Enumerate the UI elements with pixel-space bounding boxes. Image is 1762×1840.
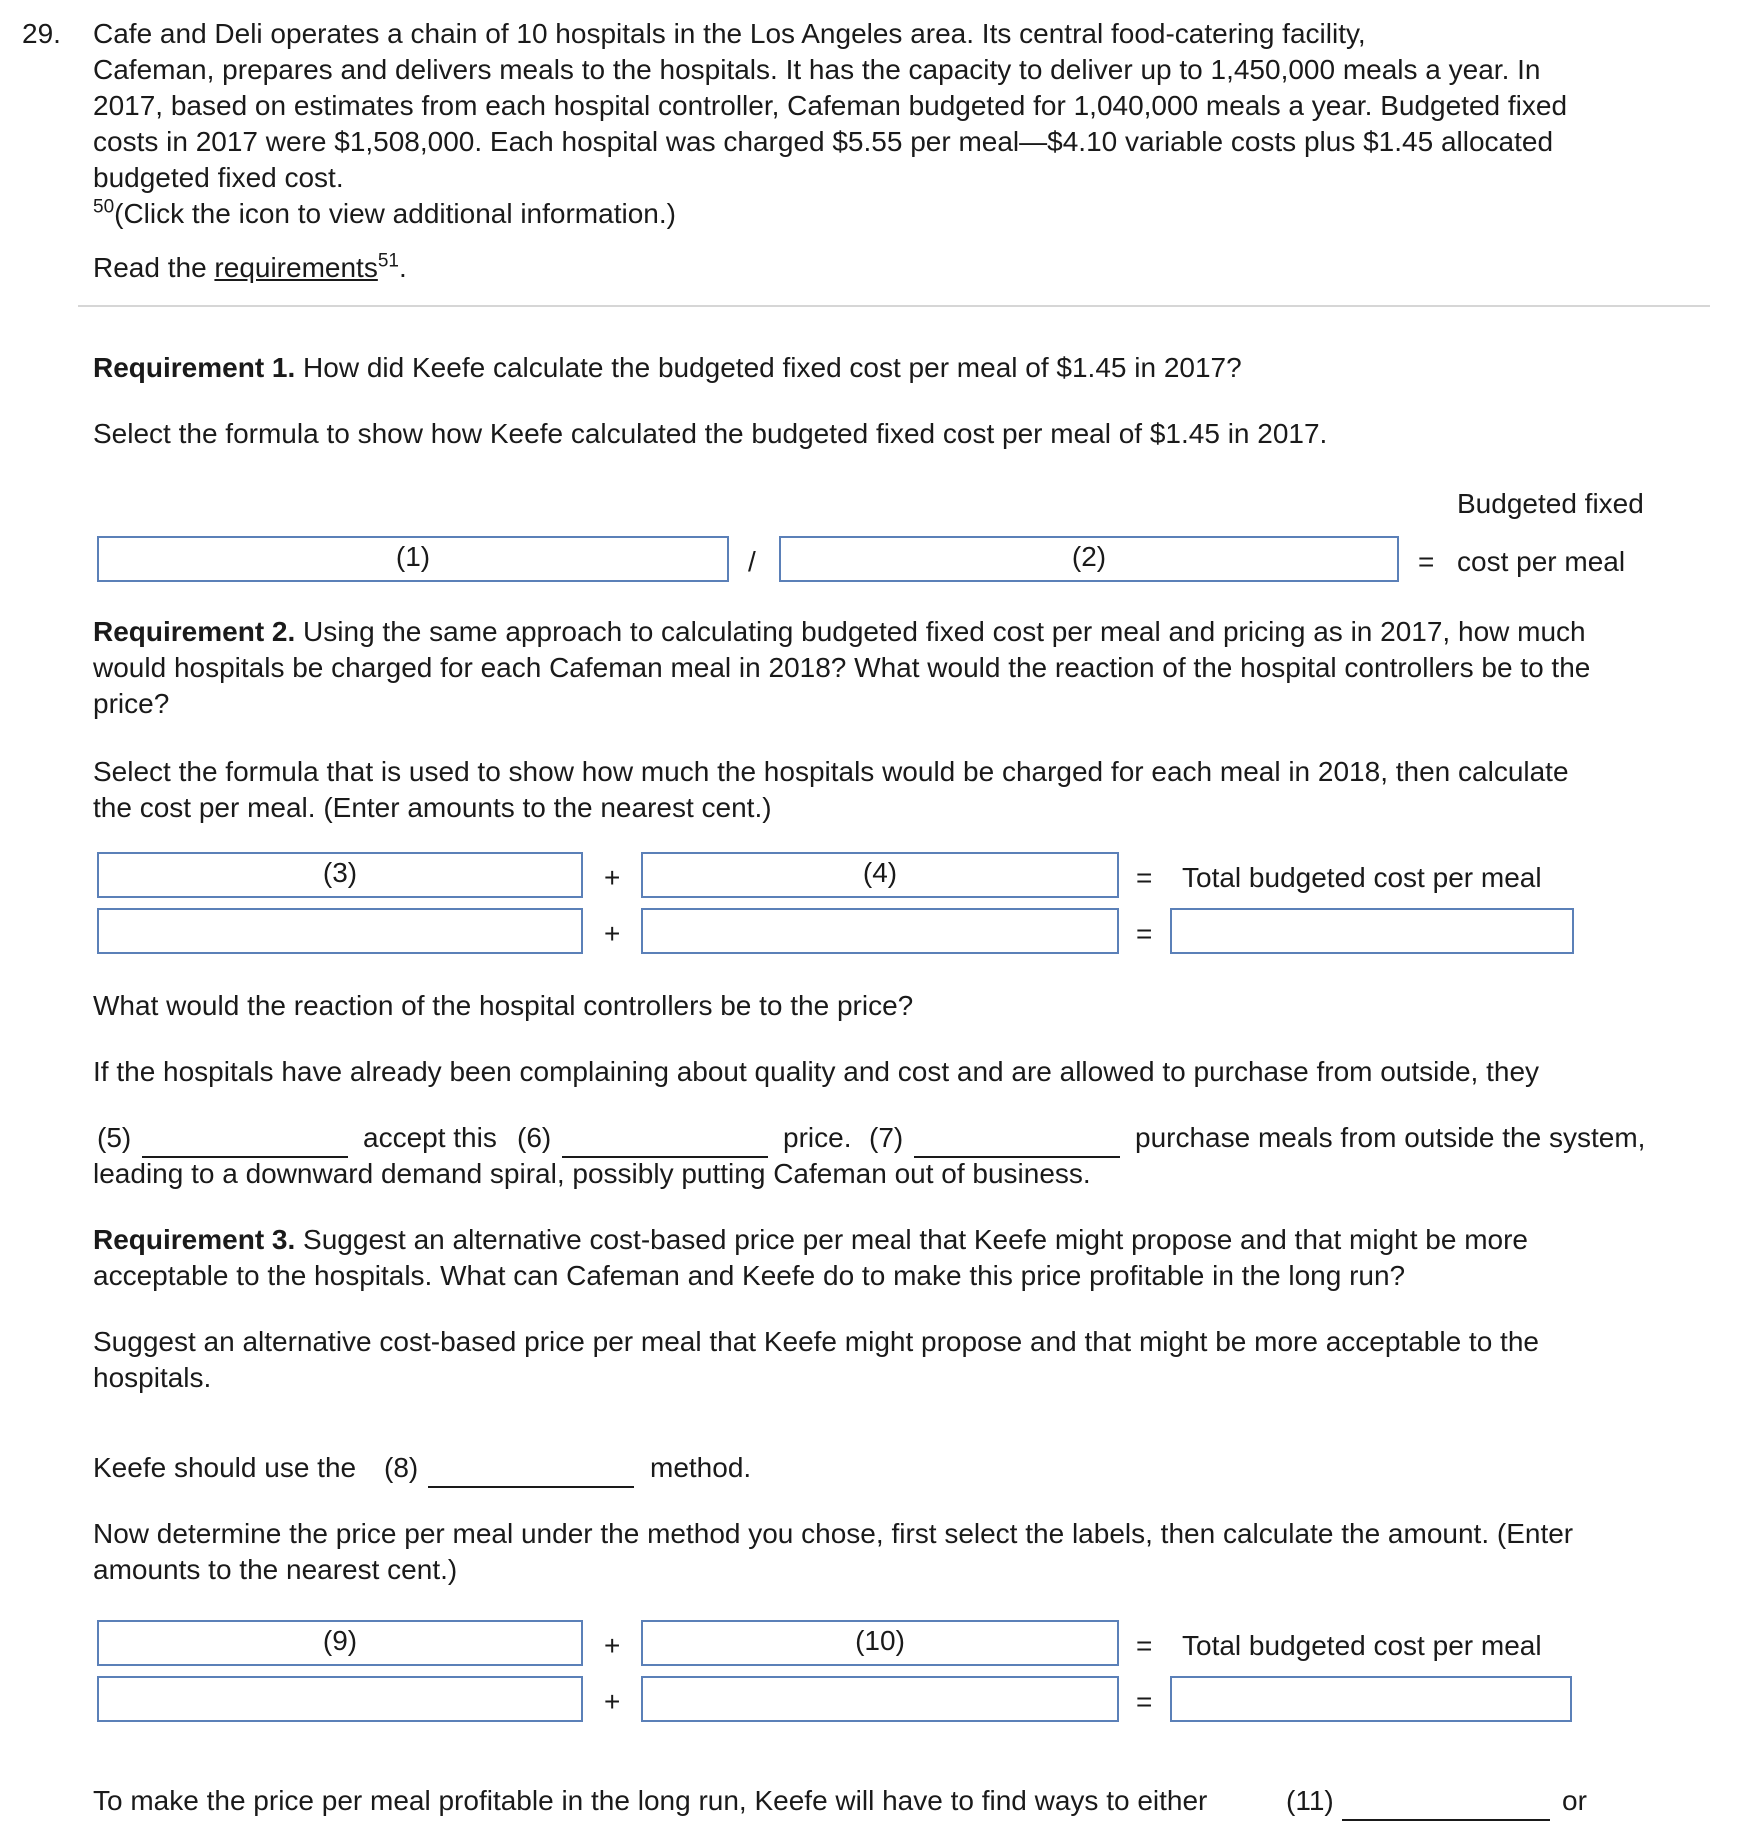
requirements-link[interactable]: requirements [214,252,378,283]
requirements-reference: 51 [377,250,399,272]
blank-11-label: (11) [1286,1785,1334,1816]
req2-heading-2: would hospitals be charged for each Cafeman meal in 2018? What would the reaction of the hospital controllers be to the [93,652,1591,683]
req2-heading-bold: Requirement 2. [93,616,296,647]
profit-or: or [1562,1785,1587,1816]
req1-heading-bold: Requirement 1. [93,352,296,383]
blank-5-label: (5) [97,1122,132,1153]
additional-info-link[interactable] [93,196,676,232]
box-4-label: (4) [862,857,898,888]
req1-heading-text: How did Keefe calculate the budgeted fixed cost per meal of $1.45 in 2017? [295,352,1242,383]
determine-line-1: Now determine the price per meal under the method you chose, first select the labels, then calculate the amount. (Enter [93,1518,1574,1549]
formula-box-10[interactable] [641,1620,1119,1666]
box-2-label: (2) [1071,541,1107,572]
req3-heading-text: Suggest an alternative cost-based price per meal that Keefe might propose and that might be more [295,1224,1528,1255]
req2-heading-text: Using the same approach to calculating budgeted fixed cost per meal and pricing as in 2017, how much [295,616,1586,647]
reaction-end: leading to a downward demand spiral, possibly putting Cafeman out of business. [93,1158,1091,1189]
req2-plus-sign-1: + [604,862,621,893]
method-prefix: Keefe should use the [93,1452,357,1483]
formula-box-2[interactable] [779,536,1399,582]
profit-text: To make the price per meal profitable in the long run, Keefe will have to find ways to either [93,1785,1208,1816]
dropdown-6[interactable] [562,1132,768,1158]
req2-instruction-2: the cost per meal. (Enter amounts to the nearest cent.) [93,792,772,823]
req3-instruction-1: Suggest an alternative cost-based price per meal that Keefe might propose and that might be more acceptable to the [93,1326,1539,1357]
text-accept-this: accept this [363,1122,497,1153]
question-line-3: 2017, based on estimates from each hospital controller, Cafeman budgeted for 1,040,000 meals a year. Budgeted fixed [93,90,1568,121]
req2-plus-sign-2: + [604,918,621,949]
method-suffix: method. [650,1452,752,1483]
text-price: price. [783,1122,852,1153]
req2-amount-input-4[interactable] [641,908,1119,954]
question-line-5: budgeted fixed cost. [93,162,344,193]
req1-result-line2: cost per meal [1457,546,1626,577]
dropdown-7[interactable] [914,1132,1120,1158]
blank-7-label: (7) [869,1122,904,1153]
req1-instruction: Select the formula to show how Keefe calculated the budgeted fixed cost per meal of $1.45 in 2017. [93,418,1328,449]
req3-equals-sign-1: = [1136,1630,1153,1661]
req2-heading-1 [93,614,1586,650]
req2-heading-3: price? [93,688,170,719]
box-10-label: (10) [855,1625,905,1656]
reaction-intro: If the hospitals have already been complaining about quality and cost and are allowed to purchase from outside, they [93,1056,1540,1087]
divide-sign: / [748,546,756,577]
blank-8-label: (8) [384,1452,419,1483]
req3-plus-sign-1: + [604,1630,621,1661]
req2-instruction-1: Select the formula that is used to show how much the hospitals would be charged for each meal in 2018, then calculate [93,756,1569,787]
box-9-label: (9) [322,1625,358,1656]
question-line-1: Cafe and Deli operates a chain of 10 hospitals in the Los Angeles area. Its central food-catering facility, [93,18,1366,49]
determine-line-2: amounts to the nearest cent.) [93,1554,458,1585]
req3-heading-1 [93,1222,1528,1258]
blank-6-label: (6) [517,1122,552,1153]
req3-total-input[interactable] [1170,1676,1572,1722]
read-suffix: . [398,252,407,283]
read-prefix: Read the [93,252,215,283]
text-purchase-outside: purchase meals from outside the system, [1135,1122,1646,1153]
req1-result-line1: Budgeted fixed [1457,488,1644,519]
read-requirements [93,250,407,286]
req2-equals-sign-2: = [1136,918,1153,949]
box-1-label: (1) [395,541,431,572]
question-number: 29. [22,18,61,49]
question-line-2: Cafeman, prepares and delivers meals to the hospitals. It has the capacity to deliver up to 1,450,000 meals a year. In [93,54,1541,85]
req2-total-input[interactable] [1170,908,1574,954]
req3-equals-sign-2: = [1136,1686,1153,1717]
formula-box-4[interactable] [641,852,1119,898]
req3-heading-bold: Requirement 3. [93,1224,296,1255]
info-reference: 50 [93,196,115,218]
req2-amount-input-3[interactable] [97,908,583,954]
req3-amount-input-10[interactable] [641,1676,1119,1722]
dropdown-11[interactable] [1342,1795,1550,1821]
additional-info-text: (Click the icon to view additional information.) [114,198,676,229]
formula-box-1[interactable] [97,536,729,582]
formula-box-9[interactable] [97,1620,583,1666]
question-line-4: costs in 2017 were $1,508,000. Each hospital was charged $5.55 per meal—$4.10 variable costs plus $1.45 allocated [93,126,1554,157]
req3-plus-sign-2: + [604,1686,621,1717]
formula-box-3[interactable] [97,852,583,898]
req2-result-label: Total budgeted cost per meal [1182,862,1542,893]
box-3-label: (3) [322,857,358,888]
req1-equals-sign: = [1418,546,1435,577]
dropdown-5[interactable] [142,1132,348,1158]
dropdown-8[interactable] [428,1462,634,1488]
req1-heading [93,350,1242,386]
req3-heading-2: acceptable to the hospitals. What can Cafeman and Keefe do to make this price profitable in the long run? [93,1260,1406,1291]
req2-equals-sign-1: = [1136,862,1153,893]
req3-result-label: Total budgeted cost per meal [1182,1630,1542,1661]
req3-instruction-2: hospitals. [93,1362,212,1393]
req3-amount-input-9[interactable] [97,1676,583,1722]
reaction-question: What would the reaction of the hospital controllers be to the price? [93,990,914,1021]
divider [78,305,1710,307]
